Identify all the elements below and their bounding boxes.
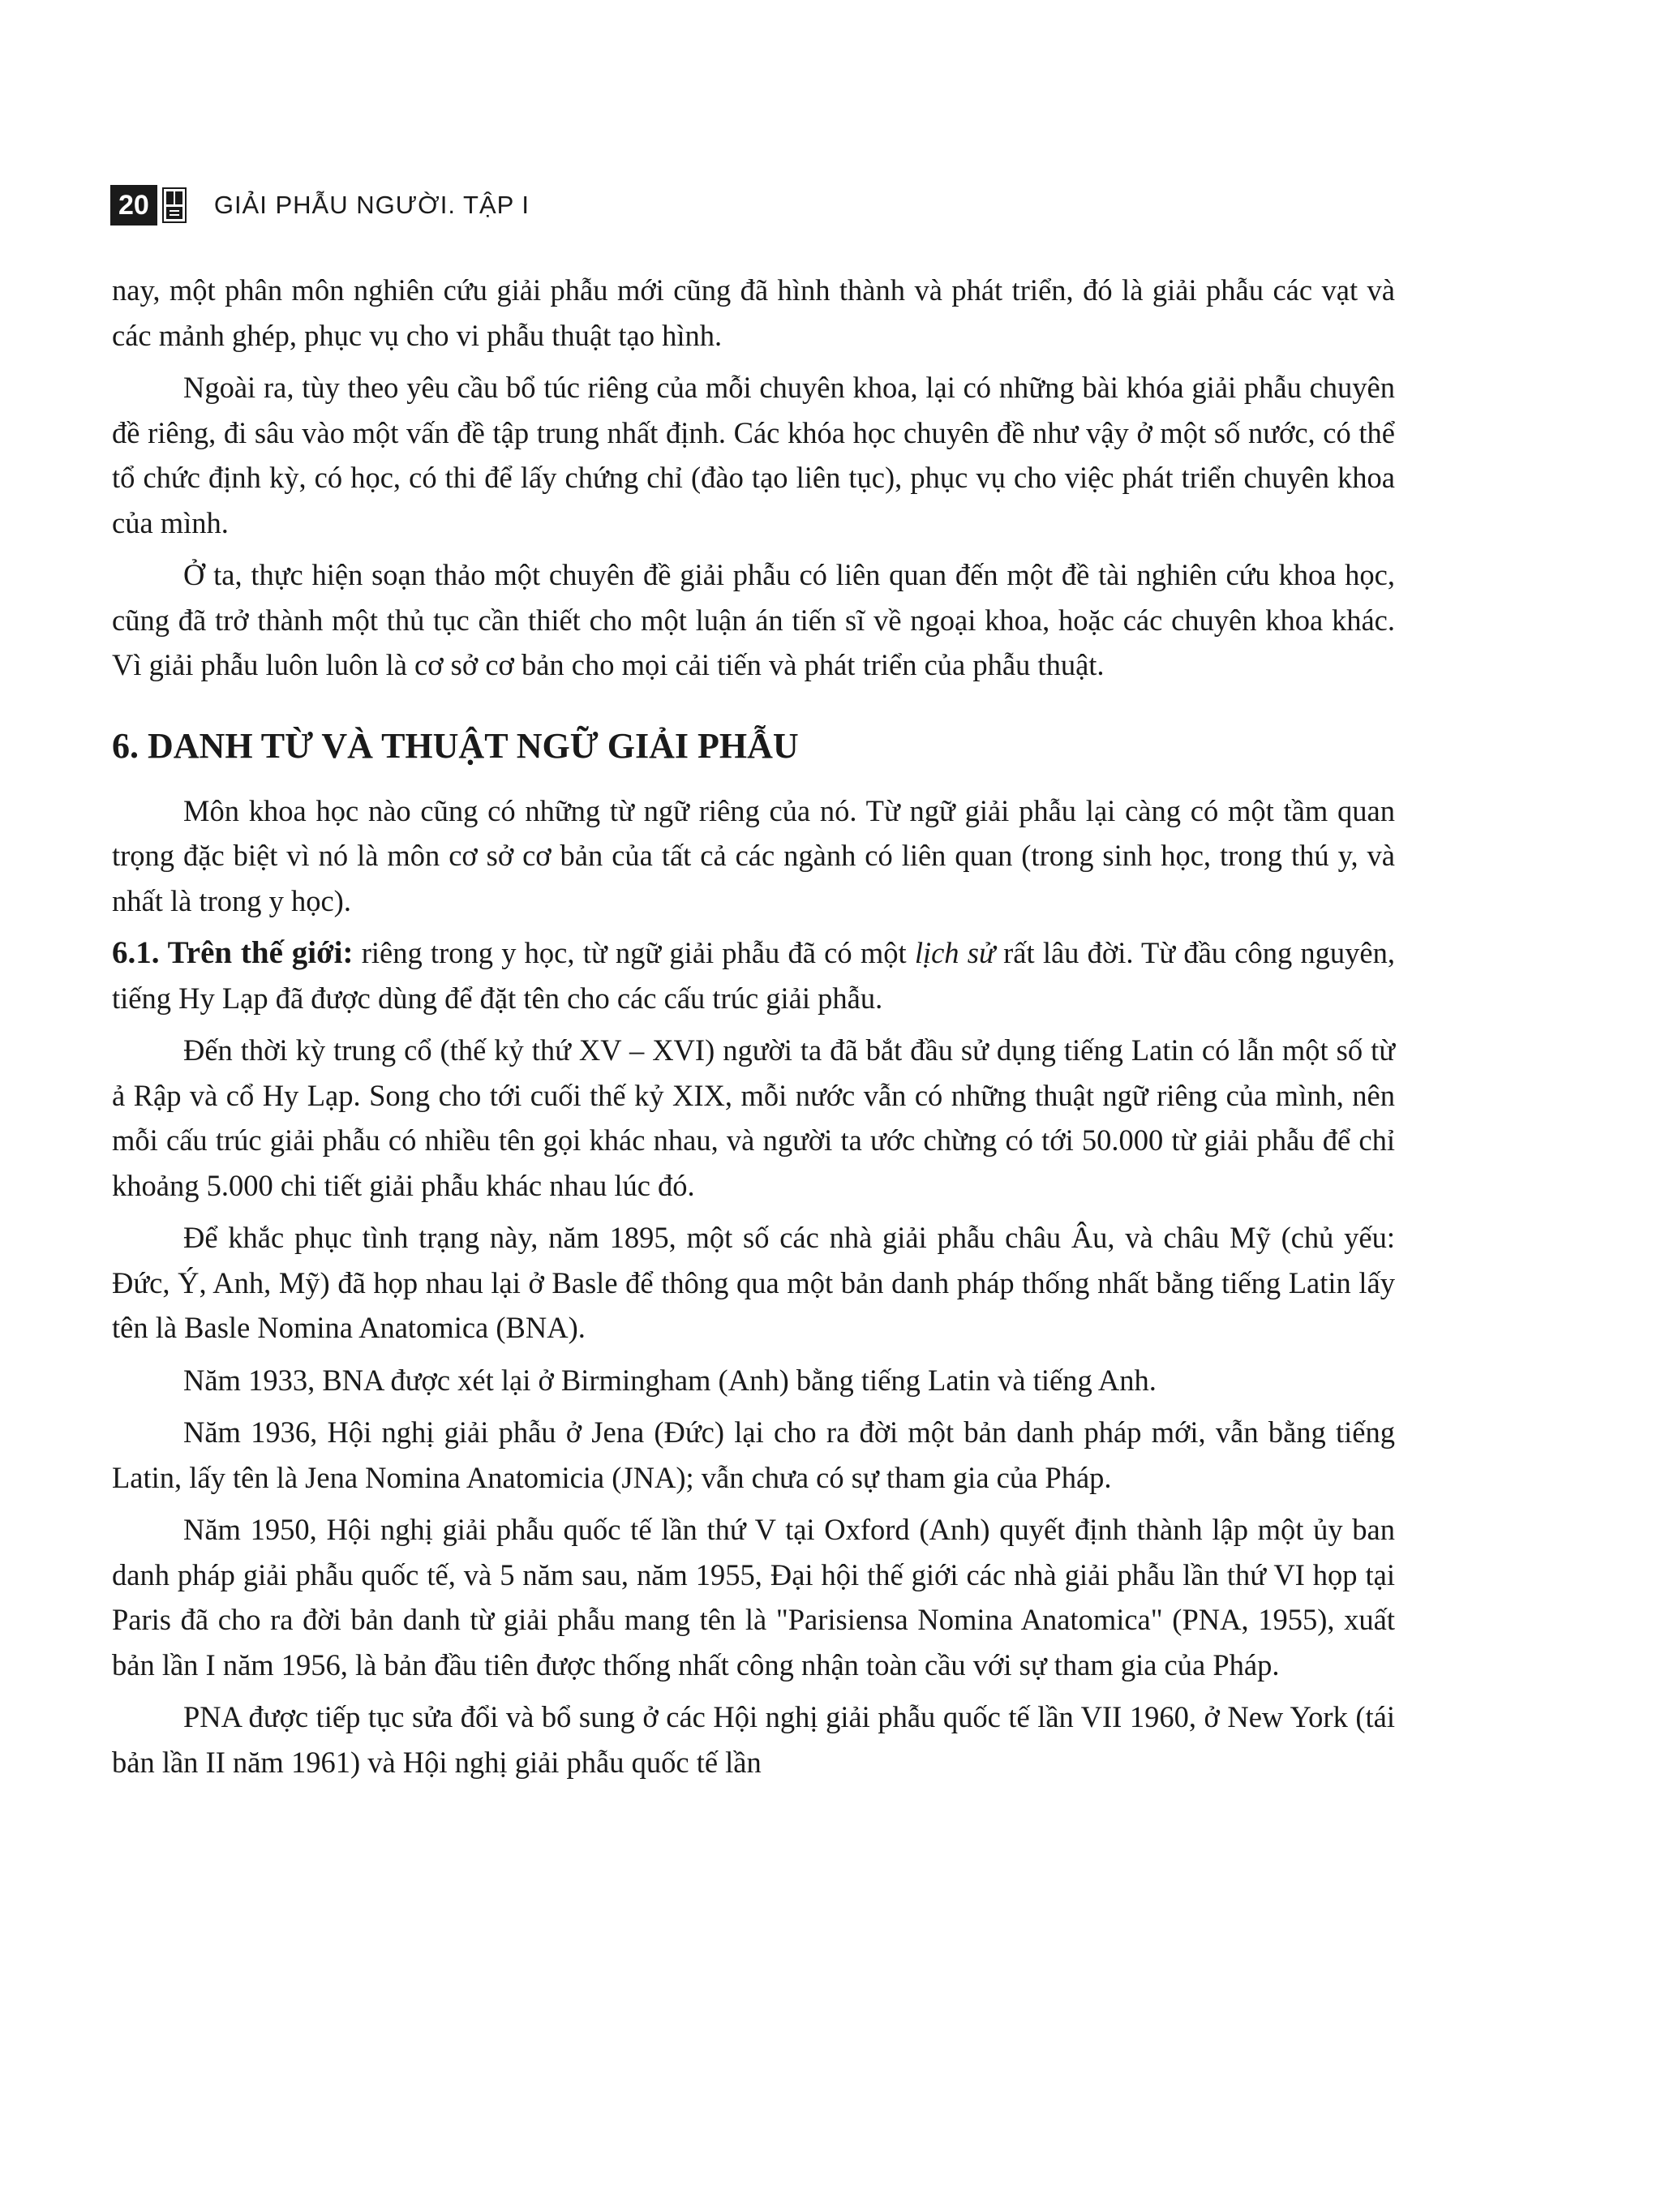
paragraph: Để khắc phục tình trạng này, năm 1895, một số các nhà giải phẫu châu Âu, và châu Mỹ (chủ yếu: Đức, Ý, Anh, Mỹ) đã họp nhau lại ở Basle để thông qua một bản danh pháp thống nhất bằng tiếng Latin lấy tên là Basle Nomina Anatomica (BNA). [112, 1221, 1395, 1344]
paragraph: Đến thời kỳ trung cổ (thế kỷ thứ XV – XVI) người ta đã bắt đầu sử dụng tiếng Latin có lẫn một số từ ả Rập và cổ Hy Lạp. Song cho tới cuối thế kỷ XIX, mỗi nước vẫn có những thuật ngữ riêng của mình, nên mỗi cấu trúc giải phẫu có nhiều tên gọi khác nhau, và người ta ước chừng có tới 50.000 từ giải phẫu để chỉ khoảng 5.000 chi tiết giải phẫu khác nhau lúc đó. [112, 1033, 1395, 1202]
paragraph-continuation: nay, một phân môn nghiên cứu giải phẫu mới cũng đã hình thành và phát triển, đó là giải phẫu các vạt và các mảnh ghép, phục vụ cho vi phẫu thuật tạo hình. [112, 273, 1395, 352]
paragraph: Môn khoa học nào cũng có những từ ngữ riêng của nó. Từ ngữ giải phẫu lại càng có một tầm quan trọng đặc biệt vì nó là môn cơ sở cơ bản của tất cả các ngành có liên quan (trong sinh học, trong thú y, và nhất là trong y học). [112, 793, 1395, 917]
running-title: GIẢI PHẪU NGƯỜI. TẬP I [213, 191, 530, 219]
paragraph: Ngoài ra, tùy theo yêu cầu bổ túc riêng của mỗi chuyên khoa, lại có những bài khóa giải phẫu chuyên đề riêng, đi sâu vào một vấn đề tập trung nhất định. Các khóa học chuyên đề như vậy ở một số nước, có thể tổ chức định kỳ, có học, có thi để lấy chứng chỉ (đào tạo liên tục), phục vụ cho việc phát triển chuyên khoa của mình. [112, 371, 1395, 539]
paragraph: Năm 1950, Hội nghị giải phẫu quốc tế lần thứ V tại Oxford (Anh) quyết định thành lập một ủy ban danh pháp giải phẫu quốc tế, và 5 năm sau, năm 1955, Đại hội thế giới các nhà giải phẫu lần thứ VI họp tại Paris đã cho ra đời bản danh từ giải phẫu mang tên là "Parisiensa Nomina Anatomica" (PNA, 1955), xuất bản lần I năm 1956, là bản đầu tiên được thống nhất công nhận toàn cầu với sự tham gia của Pháp. [112, 1513, 1395, 1682]
paragraph: Ở ta, thực hiện soạn thảo một chuyên đề giải phẫu có liên quan đến một đề tài nghiên cứu khoa học, cũng đã trở thành một thủ tục cần thiết cho một luận án tiến sĩ về ngoại khoa, hoặc các chuyên khoa khác. Vì giải phẫu luôn luôn là cơ sở cơ bản cho mọi cải tiến và phát triển của phẫu thuật. [112, 558, 1395, 681]
italic-term: lịch sử [914, 936, 995, 969]
section-heading: 6. DANH TỪ VÀ THUẬT NGỮ GIẢI PHẪU [112, 725, 799, 766]
paragraph-text: riêng trong y học, từ ngữ giải phẫu đã có một [353, 936, 915, 969]
paragraph-text: rất lâu đời. Từ đầu công nguyên, tiếng Hy Lạp đã được dùng để đặt tên cho các cấu trúc giải phẫu. [112, 936, 1395, 1015]
page-header [110, 185, 530, 225]
paragraph: PNA được tiếp tục sửa đổi và bổ sung ở các Hội nghị giải phẫu quốc tế lần VII 1960, ở New York (tái bản lần II năm 1961) và Hội nghị giải phẫu quốc tế lần [112, 1700, 1395, 1779]
sub-heading: 6.1. Trên thế giới: [112, 935, 354, 970]
paragraph-with-subheading [112, 930, 1395, 1020]
page-body [112, 268, 1395, 1792]
paragraph: Năm 1933, BNA được xét lại ở Birmingham (Anh) bằng tiếng Latin và tiếng Anh. [183, 1363, 1157, 1397]
publisher-logo-icon [162, 187, 187, 223]
paragraph: Năm 1936, Hội nghị giải phẫu ở Jena (Đức) lại cho ra đời một bản danh pháp mới, vẫn bằng tiếng Latin, lấy tên là Jena Nomina Anatomicia (JNA); vẫn chưa có sự tham gia của Pháp. [112, 1415, 1395, 1494]
page-number: 20 [110, 185, 157, 225]
